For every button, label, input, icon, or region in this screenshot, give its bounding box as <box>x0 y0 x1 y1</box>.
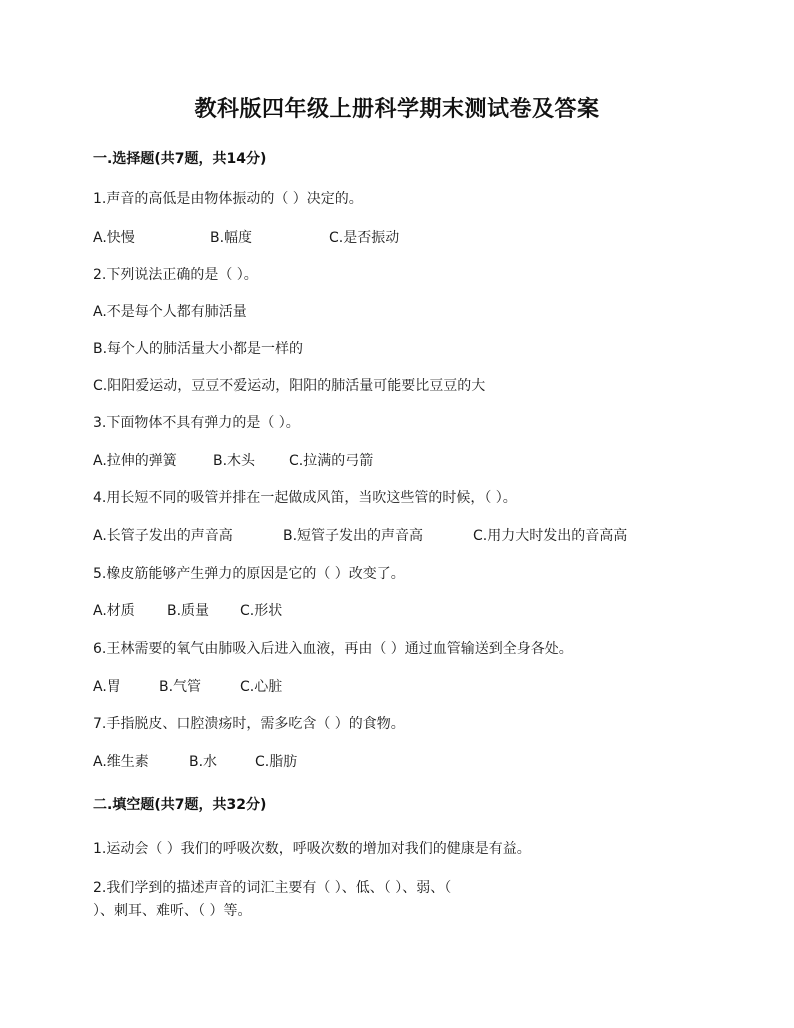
question-4-text: 4.用长短不同的吸管并排在一起做成风笛，当吹这些管的时候，（ ）。 <box>93 490 517 506</box>
question-6-option-c: C.心脏 <box>240 679 283 695</box>
fill-question-2-line-1: 2.我们学到的描述声音的词汇主要有（ ）、低、（ ）、弱、（ <box>93 880 452 896</box>
fill-question-2-line-2: ）、刺耳、难听、（ ）等。 <box>93 903 252 919</box>
question-3-text: 3.下面物体不具有弹力的是（ ）。 <box>93 415 300 431</box>
question-1-option-a: A.快慢 <box>93 230 135 246</box>
question-6-option-a: A.胃 <box>93 679 121 695</box>
question-6-option-b: B.气管 <box>159 679 202 695</box>
section-heading-choice: 一.选择题(共7题，共14分) <box>93 151 267 167</box>
question-6-text: 6.王林需要的氧气由肺吸入后进入血液，再由（ ）通过血管输送到全身各处。 <box>93 641 573 657</box>
question-2-text: 2.下列说法正确的是（ ）。 <box>93 267 258 283</box>
question-3-option-b: B.木头 <box>213 453 256 469</box>
question-2-option-c: C.阳阳爱运动，豆豆不爱运动，阳阳的肺活量可能要比豆豆的大 <box>93 378 486 394</box>
question-5-option-c: C.形状 <box>240 603 283 619</box>
question-7-option-c: C.脂肪 <box>255 754 298 770</box>
question-1-option-b: B.幅度 <box>210 230 253 246</box>
question-7-option-b: B.水 <box>189 754 218 770</box>
document-title: 教科版四年级上册科学期末测试卷及答案 <box>194 96 600 122</box>
question-2-option-b: B.每个人的肺活量大小都是一样的 <box>93 341 304 357</box>
question-3-option-c: C.拉满的弓箭 <box>289 453 374 469</box>
question-7-option-a: A.维生素 <box>93 754 149 770</box>
question-2-option-a: A.不是每个人都有肺活量 <box>93 304 247 320</box>
question-4-option-a: A.长管子发出的声音高 <box>93 528 233 544</box>
question-1-option-c: C.是否振动 <box>329 230 400 246</box>
question-5-option-a: A.材质 <box>93 603 135 619</box>
section-heading-fill-blank: 二.填空题(共7题，共32分) <box>93 797 267 813</box>
question-5-option-b: B.质量 <box>167 603 210 619</box>
question-1-text: 1.声音的高低是由物体振动的（ ）决定的。 <box>93 191 363 207</box>
question-4-option-c: C.用力大时发出的音高高 <box>473 528 628 544</box>
question-5-text: 5.橡皮筋能够产生弹力的原因是它的（ ）改变了。 <box>93 566 405 582</box>
question-3-option-a: A.拉伸的弹簧 <box>93 453 177 469</box>
question-7-text: 7.手指脱皮、口腔溃疡时，需多吃含（ ）的食物。 <box>93 716 405 732</box>
fill-question-1-text: 1.运动会（ ）我们的呼吸次数，呼吸次数的增加对我们的健康是有益。 <box>93 841 531 857</box>
question-4-option-b: B.短管子发出的声音高 <box>283 528 424 544</box>
